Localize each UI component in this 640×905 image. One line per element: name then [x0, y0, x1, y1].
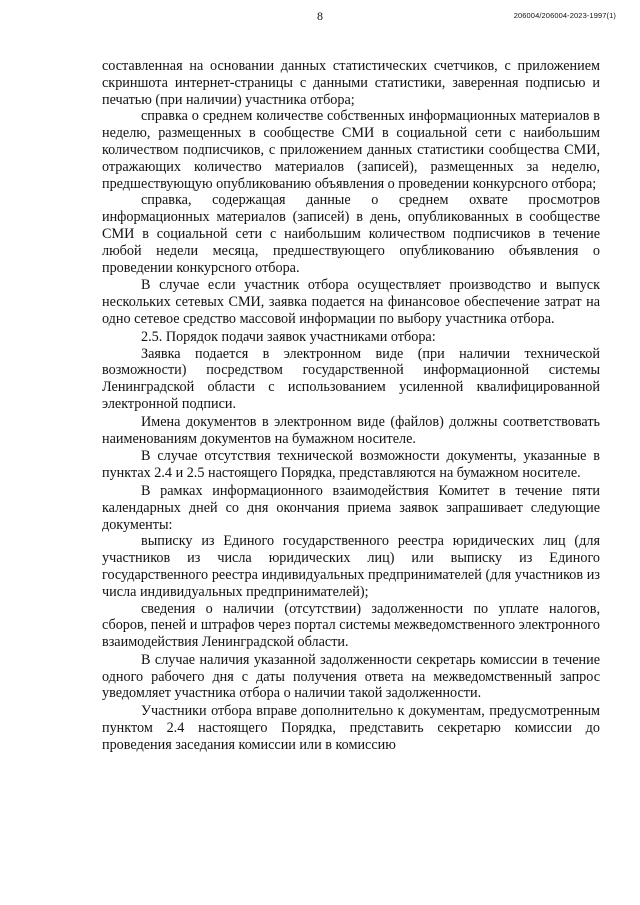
paragraph: В случае если участник отбора осуществляет производство и выпуск нескольких сетевых СМИ, заявка подается на финансовое обеспечение затрат на одно сетевое средство массовой информации по выбору участника отбора. — [102, 277, 600, 327]
paragraph: Имена документов в электронном виде (файлов) должны соответствовать наименованиям документов на бумажном носителе. — [102, 413, 600, 447]
paragraph: В случае наличия указанной задолженности секретарь комиссии в течение одного рабочего дня с даты получения ответа на межведомственный запрос уведомляет участника отбора о наличии такой задолженности. — [102, 651, 600, 702]
section-heading: 2.5. Порядок подачи заявок участниками отбора: — [141, 328, 436, 345]
paragraph: сведения о наличии (отсутствии) задолженности по уплате налогов, сборов, пеней и штрафов через портал системы межведомственного электронного взаимодействия Ленинградской области. — [102, 600, 600, 651]
paragraph: Заявка подается в электронном виде (при наличии технической возможности) посредством государственной информационной системы Ленинградской области с использованием усиленной квалифицированной электронной подписи. — [102, 345, 600, 412]
paragraph: справка, содержащая данные о среднем охвате просмотров информационных материалов (записей) в день, опубликованных в сообществе СМИ в социальной сети с наибольшим количеством подписчиков в течение любой недели месяца, предшествующего опубликованию объявления о проведении конкурсного отбора. — [102, 192, 600, 276]
paragraph: справка о среднем количестве собственных информационных материалов в неделю, размещенных в сообществе СМИ в социальной сети с наибольшим количеством подписчиков, с приложением данных статистики сообщества СМИ, отражающих количество материалов (записей), размещенных за неделю, предшествующую опубликованию объявления о проведении конкурсного отбора; — [102, 108, 600, 192]
paragraph: составленная на основании данных статистических счетчиков, с приложением скриншота интернет-страницы с данными статистики, заверенная подписью и печатью (при наличии) участника отбора; — [102, 58, 600, 108]
paragraph: В случае отсутствия технической возможности документы, указанные в пунктах 2.4 и 2.5 настоящего Порядка, представляются на бумажном носителе. — [102, 448, 600, 482]
paragraph: В рамках информационного взаимодействия Комитет в течение пяти календарных дней со дня окончания приема заявок запрашивает следующие документы: — [102, 482, 600, 533]
paragraph: Участники отбора вправе дополнительно к документам, предусмотренным пунктом 2.4 настоящего Порядка, представить секретарю комиссии до проведения заседания комиссии или в комиссию — [102, 703, 600, 753]
paragraph: выписку из Единого государственного реестра юридических лиц (для участников из числа юридических лиц) или выписку из Единого государственного реестра индивидуальных предпринимателей (для участников из числа индивидуальных предпринимателей); — [102, 533, 600, 600]
document-body — [102, 58, 600, 754]
page-number: 8 — [317, 9, 323, 23]
document-id: 206004/206004-2023-1997(1) — [513, 11, 616, 20]
